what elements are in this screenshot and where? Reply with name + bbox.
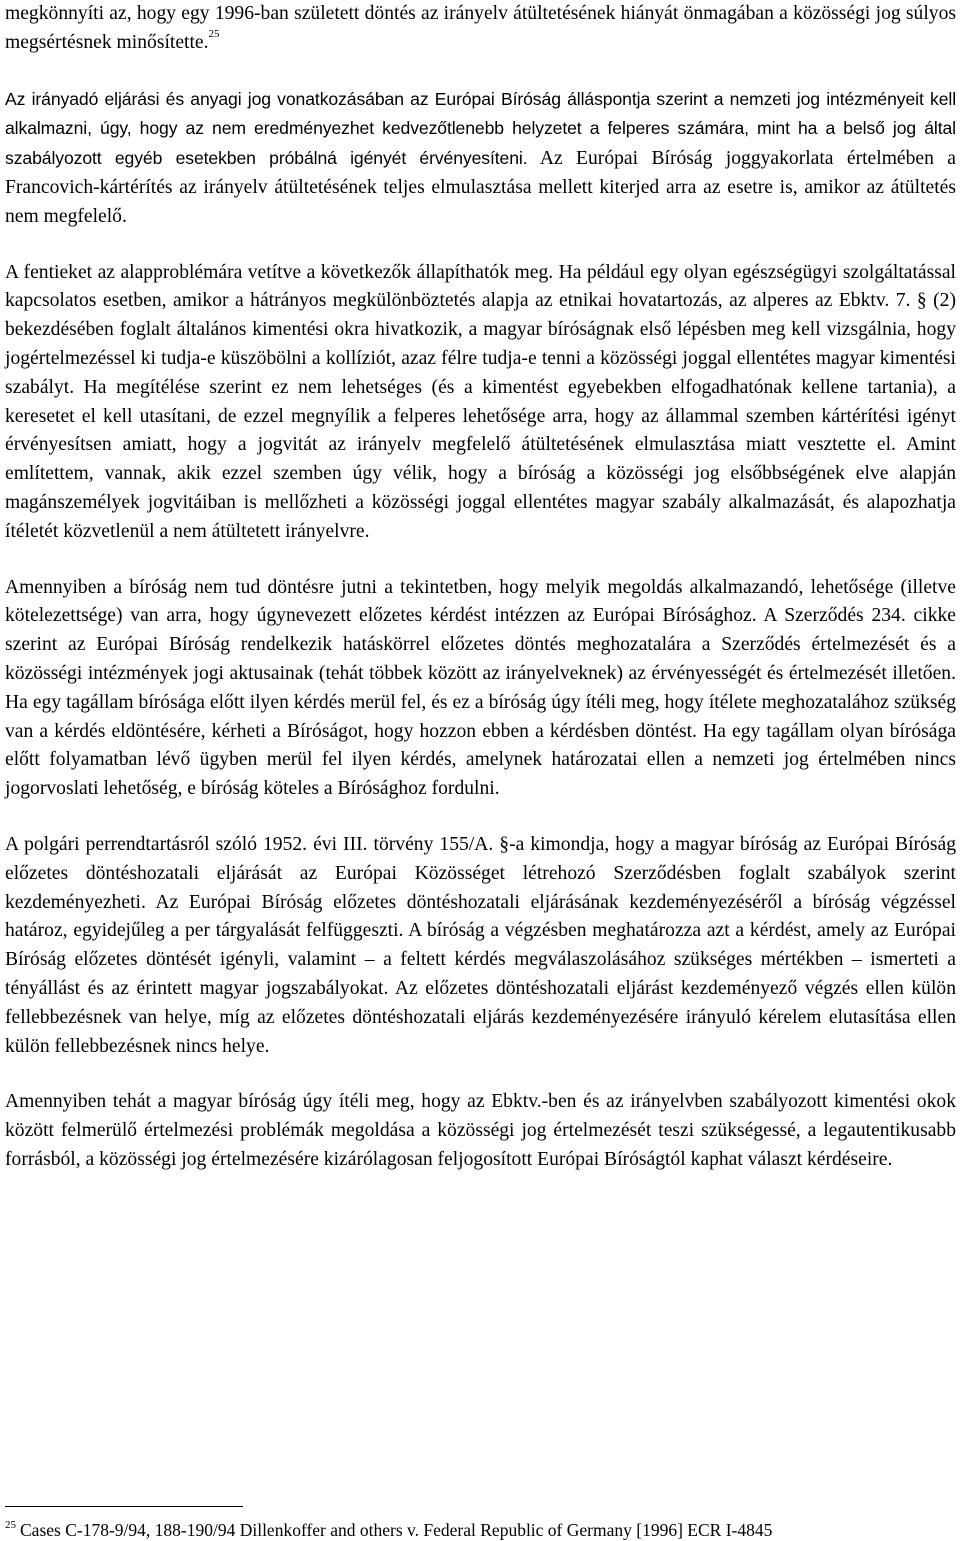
paragraph-1-text: megkönnyíti az, hogy egy 1996-ban született döntés az irányelv átültetésének hiányát önmagában a közösségi jog súlyos megsértésnek minősítette. — [5, 3, 956, 53]
footnote — [5, 1515, 956, 1541]
footnote-number: 25 — [5, 1519, 16, 1531]
paragraph-4: Amennyiben a bíróság nem tud döntésre jutni a tekintetben, hogy melyik megoldás alkalmazandó, lehetősége (illetve kötelezettsége) van arra, hogy úgynevezett előzetes kérdést intézzen az Európai Bírósághoz. A Szerződés 234. cikke szerint az Európai Bíróság rendelkezik hatáskörrel előzetes döntés meghozatalára a Szerződés értelmezését és a közösségi intézmények jogi aktusainak (tehát többek között az irányelveknek) az érvényességét és értelmezését illetően. Ha egy tagállam bírósága előtt ilyen kérdés merül fel, és ez a bíróság úgy ítéli meg, hogy ítélete meghozatalához szükség van a kérdés eldöntésére, kérheti a Bíróságot, hogy hozzon ebben a kérdésben döntést. Ha egy tagállam olyan bírósága előtt folyamatban lévő ügyben merül fel ilyen kérdés, amelynek határozatai ellen a nemzeti jog értelmében nincs jogorvoslati lehetőség, e bíróság köteles a Bírósághoz fordulni. — [5, 576, 956, 800]
paragraph-2 — [5, 85, 956, 232]
footnote-text: Cases C-178-9/94, 188-190/94 Dillenkoffer and others v. Federal Republic of Germany [1996] ECR I-4845 — [20, 1519, 773, 1540]
footnote-reference[interactable]: 25 — [208, 28, 220, 41]
paragraph-3: A fentieket az alapproblémára vetítve a következők állapíthatók meg. Ha például egy olyan egészségügyi szolgáltatással kapcsolatos esetben, amikor a hátrányos megkülönböztetés alapja az etnikai hovatartozás, az alperes az Ebktv. 7. § (2) bekezdésében foglalt általános kimentési okra hivatkozik, a magyar bíróságnak első lépésben meg kell vizsgálnia, hogy jogértelmezéssel ki tudja-e küszöbölni a kollíziót, azaz félre tudja-e tenni a közösségi joggal ellentétes magyar kimentési szabályt. Ha megítélése szerint ez nem lehetséges (és a kimentést egyebekben elfogadhatónak kellene tartania), a keresetet el kell utasítani, de ezzel megnyílik a felperes lehetősége arra, hogy az állammal szemben kártérítési igényt érvényesítsen amiatt, hogy a jogvitát az irányelv megfelelő átültetésének elmulasztása miatt vesztette el. Amint említettem, vannak, akik ezzel szemben úgy vélik, hogy a bíróság a közösségi jog elsőbbségének elve alapján magánszemélyek jogvitáiban is mellőzheti a közösségi joggal ellentétes magyar szabály alkalmazását, és alapozhatja ítéletét közvetlenül a nem átültetett irányelvre. — [5, 261, 956, 542]
paragraph-5: A polgári perrendtartásról szóló 1952. évi III. törvény 155/A. §-a kimondja, hogy a magyar bíróság az Európai Bíróság előzetes döntéshozatali eljárását az Európai Közösséget létrehozó Szerződésben foglalt szabályok szerint kezdeményezheti. Az Európai Bíróság előzetes döntéshozatali eljárásának kezdeményezéséről a bíróság végzéssel határoz, egyidejűleg a per tárgyalását felfüggeszti. A bíróság a végzésben meghatározza azt a kérdést, amely az Európai Bíróság előzetes döntését igényli, valamint – a feltett kérdés megválaszolásához szükséges mértékben – ismerteti a tényállást és az érintett magyar jogszabályokat. Az előzetes döntéshozatali eljárást kezdeményező végzés ellen külön fellebbezésnek van helye, míg az előzetes döntéshozatali eljárás kezdeményezésére irányuló kérelem elutasítása ellen külön fellebbezésnek nincs helye. — [5, 833, 956, 1057]
paragraph-1 — [5, 0, 956, 58]
paragraph-6: Amennyiben tehát a magyar bíróság úgy ítéli meg, hogy az Ebktv.-ben és az irányelvben szabályozott kimentési okok között felmerülő értelmezési problémák megoldása a közösségi jog értelmezését teszi szükségessé, a legautentikusabb forrásból, a közösségi jog értelmezésére kizárólagosan feljogosított Európai Bíróságtól kaphat választ kérdéseire. — [5, 1091, 956, 1170]
paragraph-2-text-a: Az irányadó eljárási és anyagi jog vonatkozásában az Európai Bíróság álláspontja szerint a nemzeti jog intézményeit kell alkalmazni, úgy, hogy az nem eredményezhet kedvezőtlenebb helyzetet a felperes számára, mint ha a belső jog által szabályozott egyéb esetekben próbálná igényét érvényesíteni. — [5, 88, 956, 169]
footnote-separator — [5, 1506, 243, 1507]
document-page — [5, 0, 956, 1175]
paragraph-2-text-b: Az Európai Bíróság joggyakorlata értelmében a Francovich-kártérítés az irányelv átültetésének teljes elmulasztása mellett kiterjed arra az esetre is, amikor az átültetés nem megfelelő. — [5, 148, 956, 227]
